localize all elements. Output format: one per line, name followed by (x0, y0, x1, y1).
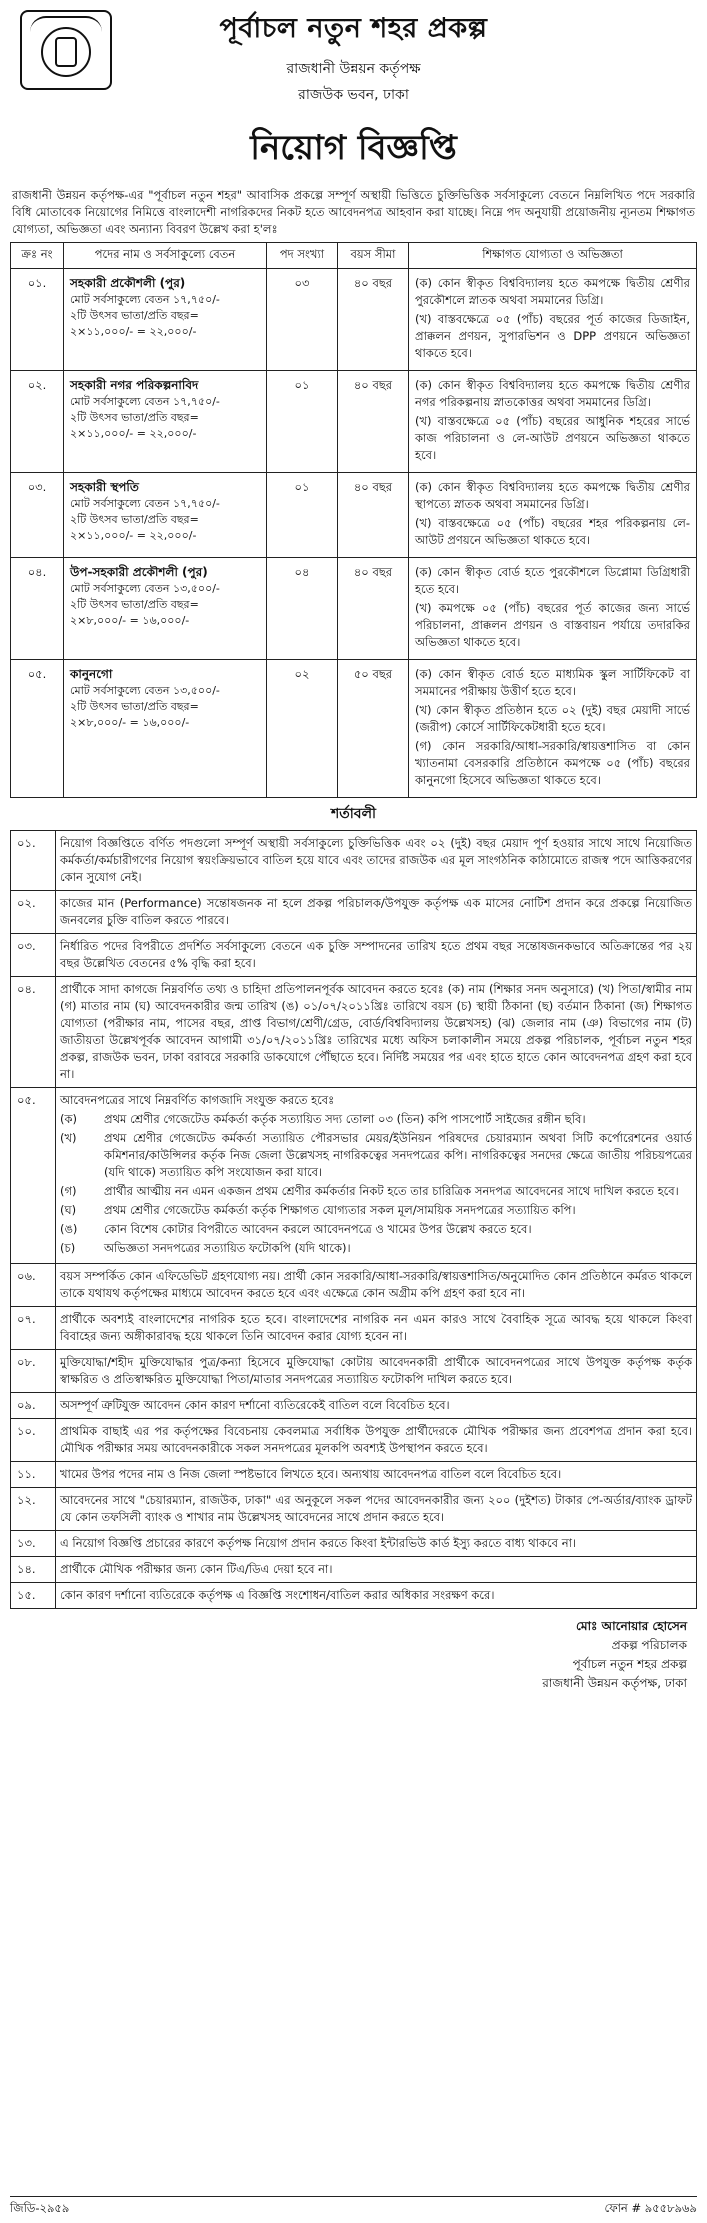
term-text-cell (56, 1557, 697, 1583)
post-count: ০২ (267, 660, 338, 798)
post-salary-festival: ২টি উৎসব ভাতা/প্রতি বছর= (70, 411, 199, 424)
post-name: সহকারী প্রকৌশলী (পুর) (70, 276, 186, 290)
term-text: আবেদনের সাথে "চেয়ারম্যান, রাজউক, ঢাকা" এর অনুকূলে সকল পদের আবেদনকারীর জন্য ২০০ (দুইশত) টাকার পে-অর্ডার/ব্যাংক ড্রাফট যে কোন তফসিলী ব্যাংক ও শাখার নাম উল্লেখসহ আবেদনের সাথে প্রদান করতে হবে। (60, 1493, 692, 1524)
project-title: পূর্বাচল নতুন শহর প্রকল্প (219, 13, 488, 44)
term-sl: ০৫. (11, 1088, 56, 1264)
post-row (11, 269, 697, 371)
qualification-item: (ক) কোন স্বীকৃত বিশ্ববিদ্যালয় হতে কমপক্ষে দ্বিতীয় শ্রেণীর স্থাপত্যে স্নাতক অথবা সমমানের ডিগ্রি। (415, 480, 690, 511)
term-text-cell (56, 1462, 697, 1488)
term-text: প্রার্থীকে অবশ্যই বাংলাদেশের নাগরিক হতে হবে। বাংলাদেশের নাগরিক নন এমন কারও সাথে বৈবাহিক সূত্রে আবদ্ধ হয়ে থাকলে কিংবা বিবাহের জন্য অঙ্গীকারাবদ্ধ হয়ে থাকলে তিনি আবেদন করার যোগ্য হবেন না। (60, 1312, 692, 1343)
term-sl: ০৬. (11, 1264, 56, 1307)
qualification-item: (খ) বাস্তবক্ষেত্রে ০৫ (পাঁচ) বছরের শহর পরিকল্পনায় লে-আউট প্রণয়নে অভিজ্ঞতা থাকতে হবে। (415, 516, 690, 547)
term-row (11, 1307, 697, 1350)
term-row (11, 1393, 697, 1419)
post-salary-total: মোট সর্বসাকুল্যে বেতন ১৭,৭৫০/- (70, 293, 220, 306)
attachment-item (60, 1221, 692, 1238)
qualification-item: (গ) কোন সরকারি/আধা-সরকারি/স্বায়ত্তশাসিত বা কোন খ্যাতনামা বেসরকারি প্রতিষ্ঠানে কমপক্ষে ০৫ (পাঁচ) বছরের কানুনগো হিসেবে অভিজ্ঞতা থাকতে হবে। (415, 739, 690, 787)
term-text: আবেদনপত্রের সাথে নিম্নবর্ণিত কাগজাদি সংযুক্ত করতে হবেঃ (60, 1093, 335, 1107)
term-text: অসম্পূর্ণ ত্রুটিযুক্ত আবেদন কোন কারণ দর্শানো ব্যতিরেকেই বাতিল বলে বিবেচিত হবে। (60, 1398, 450, 1412)
attachment-item (60, 1130, 692, 1181)
post-count: ০৪ (267, 558, 338, 660)
header-post: পদের নাম ও সর্বসাকুল্যে বেতন (64, 243, 267, 269)
qualification-item: (খ) কোন স্বীকৃত প্রতিষ্ঠান হতে ০২ (দুই) বছর মেয়াদী সার্ভে (জরীপ) কোর্সে সার্টিফিকেটধারী হতে হবে। (415, 703, 690, 734)
signature-block (10, 1617, 697, 1693)
terms-title: শর্তাবলী (330, 806, 377, 822)
gd-code: জিডি-২৯৫৯ (10, 2201, 70, 2215)
signatory-org: রাজধানী উন্নয়ন কর্তৃপক্ষ, ঢাকা (542, 1676, 687, 1690)
attachment-item (60, 1202, 692, 1219)
post-sl: ০৫. (11, 660, 64, 798)
attachment-text: প্রথম শ্রেণীর গেজেটেড কর্মকর্তা কর্তৃক শিক্ষাগত যোগ্যতার সকল মূল/সাময়িক সনদপত্রের সত্যায়িত কপি। (104, 1203, 576, 1217)
attachment-text: প্রার্থীর আত্মীয় নন এমন একজন প্রথম শ্রেণীর কর্মকর্তার নিকট হতে তার চারিত্রিক সনদপত্র আবেদনের সাথে দাখিল করতে হবে। (104, 1184, 679, 1198)
footer (10, 2196, 697, 2219)
post-name-cell (64, 269, 267, 371)
term-sl: ০৩. (11, 934, 56, 977)
term-text: কোন কারণ দর্শানো ব্যতিরেকে কর্তৃপক্ষ এ বিজ্ঞপ্তি সংশোধন/বাতিল করার অধিকার সংরক্ষণ করে। (60, 1588, 495, 1602)
term-row (11, 1583, 697, 1609)
term-row (11, 1488, 697, 1531)
post-count: ০১ (267, 371, 338, 473)
header-age: বয়স সীমা (338, 243, 409, 269)
term-text-cell (56, 977, 697, 1088)
term-text-cell (56, 1488, 697, 1531)
org-name: রাজধানী উন্নয়ন কর্তৃপক্ষ (286, 61, 421, 77)
attachment-label: (ঘ) (60, 1203, 77, 1217)
post-salary-calc: ২×১১,০০০/- = ২২,০০০/- (70, 427, 197, 440)
attachment-label: (ঙ) (60, 1222, 78, 1236)
term-sl: ১২. (11, 1488, 56, 1531)
phone-number: ফোন # ৯৫৫৮৯৬৯ (604, 2201, 697, 2215)
header (10, 6, 697, 116)
post-sl: ০৩. (11, 473, 64, 558)
intro-paragraph: রাজধানী উন্নয়ন কর্তৃপক্ষ-এর "পূর্বাচল নতুন শহর" আবাসিক প্রকল্পে সম্পূর্ণ অস্থায়ী ভিত্তিতে চুক্তিভিত্তিক সর্বসাকুল্যে বেতনে নিম্নলিখিত পদে সরকারি বিধি মোতাবেক নিয়োগের নিমিত্তে বাংলাদেশী নাগরিকদের নিকট হতে আবেদনপত্র আহবান করা যাচ্ছে। নিম্নে পদ অনুযায়ী প্রয়োজনীয় ন্যূনতম শিক্ষাগত যোগ্যতা, অভিজ্ঞতা এবং অন্যান্য বিবরণ উল্লেখ করা হ'লঃ (12, 188, 695, 236)
attachment-text: অভিজ্ঞতা সনদপত্রের সত্যায়িত ফটোকপি (যদি থাকে)। (104, 1241, 351, 1255)
term-text: এ নিয়োগ বিজ্ঞপ্তি প্রচারের কারণে কর্তৃপক্ষ নিয়োগ প্রদান করতে কিংবা ইন্টারভিউ কার্ড ইস্যু করতে বাধ্য থাকবে না। (60, 1536, 577, 1550)
term-row (11, 1462, 697, 1488)
term-text: প্রাথমিক বাছাই এর পর কর্তৃপক্ষের বিবেচনায় কেবলমাত্র সর্বাধিক উপযুক্ত প্রার্থীদেরকে মৌখিক পরীক্ষার জন্য প্রবেশপত্র প্রদান করা হবে। মৌখিক পরীক্ষার সময় আবেদনকারীকে সকল সনদপত্রের মূলকপি অবশ্যই উপস্থাপন করতে হবে। (60, 1424, 692, 1455)
post-row (11, 371, 697, 473)
post-qualification-cell (409, 660, 697, 798)
header-qual: শিক্ষাগত যোগ্যতা ও অভিজ্ঞতা (409, 243, 697, 269)
term-row (11, 1264, 697, 1307)
attachment-item (60, 1183, 692, 1200)
post-name: কানুনগো (70, 667, 113, 681)
attachment-label: (গ) (60, 1184, 77, 1198)
term-text: নিয়োগ বিজ্ঞপ্তিতে বর্ণিত পদগুলো সম্পূর্ণ অস্থায়ী সর্বসাকুল্যে চুক্তিভিত্তিক এবং ০২ (দুই) বছর মেয়াদ পূর্ণ হওয়ার সাথে সাথে নিয়োজিত কর্মকর্তা/কর্মচারীগণের নিয়োগ স্বয়ংক্রিয়ভাবে বাতিল হয়ে যাবে এবং তাদের রাজউক এর মূল সাংগঠনিক কাঠামোতে রাজস্ব পদে আত্তিকরণের কোন সুযোগ নেই। (60, 836, 692, 884)
term-row (11, 831, 697, 891)
term-sl: ১৪. (11, 1557, 56, 1583)
post-sl: ০২. (11, 371, 64, 473)
term-text: কাজের মান (Performance) সন্তোষজনক না হলে প্রকল্প পরিচালক/উপযুক্ত কর্তৃপক্ষ এক মাসের নোটিশ প্রদান করে প্রকল্পে নিয়োজিত জনবলের চুক্তি বাতিল করতে পারবে। (60, 896, 692, 927)
term-row (11, 1557, 697, 1583)
qualification-item: (খ) কমপক্ষে ০৫ (পাঁচ) বছরের পূর্ত কাজের জন্য সার্ভে পরিচালনা, প্রাক্কলন প্রণয়ন ও বাস্তবায়ন পর্যায়ে তদারকির অভিজ্ঞতা থাকতে হবে। (415, 601, 690, 649)
term-sl: ০২. (11, 891, 56, 934)
term-text-cell (56, 1088, 697, 1264)
attachments-list (60, 1111, 692, 1257)
term-text: মুক্তিযোদ্ধা/শহীদ মুক্তিযোদ্ধার পুত্র/কন্যা হিসেবে মুক্তিযোদ্ধা কোটায় আবেদনকারী প্রার্থীকে আবেদনপত্রের সাথে উপযুক্ত কর্তৃপক্ষ কর্তৃক স্বাক্ষরিত ও প্রতিস্বাক্ষরিত মুক্তিযোদ্ধা পিতা/মাতার সনদপত্রের সত্যায়িত ফটোকপি দাখিল করতে হবে। (60, 1355, 692, 1386)
header-sl: ক্রঃ নং (11, 243, 64, 269)
attachment-label: (খ) (60, 1131, 77, 1145)
notice-title: নিয়োগ বিজ্ঞপ্তি (250, 128, 457, 168)
term-sl: ১১. (11, 1462, 56, 1488)
qualification-item: (খ) বাস্তবক্ষেত্রে ০৫ (পাঁচ) বছরের পূর্ত কাজের ডিজাইন, প্রাক্কলন প্রণয়ন, সুপারভিশন ও DPP প্রণয়নে অভিজ্ঞতা থাকতে হবে। (415, 312, 690, 360)
term-sl: ০৭. (11, 1307, 56, 1350)
qualification-item: (ক) কোন স্বীকৃত বোর্ড হতে মাধ্যমিক স্কুল সার্টিফিকেট বা সমমানের পরীক্ষায় উত্তীর্ণ হতে হবে। (415, 667, 690, 698)
post-salary-total: মোট সর্বসাকুল্যে বেতন ১৭,৭৫০/- (70, 497, 220, 510)
term-row (11, 977, 697, 1088)
term-text: প্রার্থীকে মৌখিক পরীক্ষার জন্য কোন টিএ/ডিএ দেয়া হবে না। (60, 1562, 333, 1576)
post-age-limit: ৪০ বছর (338, 371, 409, 473)
term-sl: ১৫. (11, 1583, 56, 1609)
post-qualification-cell (409, 558, 697, 660)
post-row (11, 660, 697, 798)
post-salary-total: মোট সর্বসাকুল্যে বেতন ১৭,৭৫০/- (70, 395, 220, 408)
post-salary-festival: ২টি উৎসব ভাতা/প্রতি বছর= (70, 598, 199, 611)
term-sl: ০৪. (11, 977, 56, 1088)
post-salary-festival: ২টি উৎসব ভাতা/প্রতি বছর= (70, 700, 199, 713)
title-block (10, 6, 697, 107)
org-address: রাজউক ভবন, ঢাকা (298, 87, 409, 103)
post-count: ০৩ (267, 269, 338, 371)
signatory-designation: প্রকল্প পরিচালক (611, 1638, 687, 1652)
term-text-cell (56, 891, 697, 934)
term-text: খামের উপর পদের নাম ও নিজ জেলা স্পষ্টভাবে লিখতে হবে। অন্যথায় আবেদনপত্র বাতিল বলে বিবেচিত হবে। (60, 1467, 562, 1481)
posts-header-row (11, 243, 697, 269)
post-salary-total: মোট সর্বসাকুল্যে বেতন ১৩,৫০০/- (70, 582, 220, 595)
post-sl: ০১. (11, 269, 64, 371)
post-name: উপ-সহকারী প্রকৌশলী (পুর) (70, 565, 208, 579)
term-text-cell (56, 1419, 697, 1462)
signatory-name: মোঃ আনোয়ার হোসেন (576, 1619, 687, 1633)
term-row (11, 1531, 697, 1557)
term-text: প্রার্থীকে সাদা কাগজে নিম্নবর্ণিত তথ্য ও চাহিদা প্রতিপালনপূর্বক আবেদন করতে হবেঃ (ক) নাম (শিক্ষার সনদ অনুসারে) (খ) পিতা/স্বামীর নাম (গ) মাতার নাম (ঘ) আবেদনকারীর জন্ম তারিখ (ঙ) ০১/০৭/২০১১খ্রিঃ তারিখে বয়স (চ) স্থায়ী ঠিকানা (ছ) বর্তমান ঠিকানা (জ) শিক্ষাগত যোগ্যতা (পরীক্ষার নাম, পাসের বছর, প্রাপ্ত বিভাগ/শ্রেণী/গ্রেড, বোর্ড/বিশ্ববিদ্যালয় উল্লেখসহ) (ঝ) জেলার নাম (ঞ) বিভাগের নাম (ট) জাতীয়তা উল্লেখপূর্বক আবেদন আগামী ৩১/০৭/২০১১খ্রিঃ তারিখের মধ্যে অফিস চলাকালীন সময়ে প্রকল্প পরিচালক, পূর্বাচল নতুন শহর প্রকল্প, রাজউক ভবন, ঢাকা বরাবরে সরকারি ডাকযোগে পৌঁছাতে হবে। নির্দিষ্ট সময়ের পর এবং হাতে হাতে কোন আবেদনপত্র গ্রহণ করা হবে না। (60, 982, 692, 1081)
qualification-item: (খ) বাস্তবক্ষেত্রে ০৫ (পাঁচ) বছরের আধুনিক শহরের সার্ভে কাজ পরিচালনা ও লে-আউট প্রণয়নে অভিজ্ঞতা থাকতে হবে। (415, 414, 690, 462)
term-row (11, 1088, 697, 1264)
post-row (11, 558, 697, 660)
attachment-label: (চ) (60, 1241, 76, 1255)
term-sl: ১৩. (11, 1531, 56, 1557)
post-qualification-cell (409, 269, 697, 371)
post-name-cell (64, 660, 267, 798)
terms-table (10, 830, 697, 1609)
post-name-cell (64, 473, 267, 558)
post-salary-calc: ২×১১,০০০/- = ২২,০০০/- (70, 325, 197, 338)
post-salary-calc: ২×১১,০০০/- = ২২,০০০/- (70, 529, 197, 542)
attachment-text: প্রথম শ্রেণীর গেজেটেড কর্মকর্তা সত্যায়িত পৌরসভার মেয়র/ইউনিয়ন পরিষদের চেয়ারম্যান অথবা সিটি কর্পোরেশনের ওয়ার্ড কমিশনার/কাউন্সিলর কর্তৃক নিজ জেলা উল্লেখসহ নাগরিকত্বের সনদপত্রের কপি। নাগরিকত্বের সনদের ক্ষেত্রে জাতীয় পরিচয়পত্রের (যদি থাকে) সত্যায়িত কপি সংযোজন করা যাবে। (104, 1131, 692, 1179)
post-salary-calc: ২×৮,০০০/- = ১৬,০০০/- (70, 614, 190, 627)
post-qualification-cell (409, 371, 697, 473)
post-age-limit: ৪০ বছর (338, 269, 409, 371)
header-count: পদ সংখ্যা (267, 243, 338, 269)
term-row (11, 1419, 697, 1462)
post-salary-calc: ২×৮,০০০/- = ১৬,০০০/- (70, 716, 190, 729)
term-row (11, 1350, 697, 1393)
attachment-item (60, 1240, 692, 1257)
post-row (11, 473, 697, 558)
term-sl: ০৯. (11, 1393, 56, 1419)
post-salary-festival: ২টি উৎসব ভাতা/প্রতি বছর= (70, 513, 199, 526)
post-name: সহকারী স্থপতি (70, 480, 139, 494)
attachment-text: কোন বিশেষ কোটার বিপরীতে আবেদন করলে আবেদনপত্রে ও খামের উপর উল্লেখ করতে হবে। (104, 1222, 532, 1236)
qualification-item: (ক) কোন স্বীকৃত বিশ্ববিদ্যালয় হতে কমপক্ষে দ্বিতীয় শ্রেণীর পুরকৌশলে স্নাতক অথবা সমমানের ডিগ্রি। (415, 276, 690, 307)
attachment-text: প্রথম শ্রেণীর গেজেটেড কর্মকর্তা কর্তৃক সত্যায়িত সদ্য তোলা ০৩ (তিন) কপি পাসপোর্ট সাইজের রঙ্গীন ছবি। (104, 1112, 586, 1126)
posts-table (10, 242, 697, 798)
post-name: সহকারী নগর পরিকল্পনাবিদ (70, 378, 199, 392)
term-text: নির্ধারিত পদের বিপরীতে প্রদর্শিত সর্বসাকুল্যে বেতনে এক চুক্তি সম্পাদনের তারিখ হতে প্রথম বছর সন্তোষজনকভাবে অতিক্রান্তের পর ২য় বছর উল্লেখিত বেতনের ৫% বৃদ্ধি করা হবে। (60, 939, 692, 970)
post-name-cell (64, 371, 267, 473)
term-row (11, 934, 697, 977)
qualification-item: (ক) কোন স্বীকৃত বিশ্ববিদ্যালয় হতে কমপক্ষে দ্বিতীয় শ্রেণীর নগর পরিকল্পনায় স্নাতকোত্তর অথবা সমমানের ডিগ্রি। (415, 378, 690, 409)
post-age-limit: ৪০ বছর (338, 558, 409, 660)
term-text-cell (56, 934, 697, 977)
post-qualification-cell (409, 473, 697, 558)
term-row (11, 891, 697, 934)
post-age-limit: ৪০ বছর (338, 473, 409, 558)
post-count: ০১ (267, 473, 338, 558)
term-sl: ০১. (11, 831, 56, 891)
post-salary-festival: ২টি উৎসব ভাতা/প্রতি বছর= (70, 309, 199, 322)
attachment-item (60, 1111, 692, 1128)
term-text: বয়স সম্পর্কিত কোন এফিডেভিট গ্রহণযোগ্য নয়। প্রার্থী কোন সরকারি/আধা-সরকারি/স্বায়ত্তশাসিত/অনুমোদিত কোন প্রতিষ্ঠানে কর্মরত থাকলে তাকে যথাযথ কর্তৃপক্ষের মাধ্যমে আবেদন করতে হবে এবং এক্ষেত্রে কোন অগ্রীম কপি গ্রহণ করা হবে না। (60, 1269, 692, 1300)
term-text-cell (56, 1264, 697, 1307)
post-name-cell (64, 558, 267, 660)
post-sl: ০৪. (11, 558, 64, 660)
term-text-cell (56, 1350, 697, 1393)
term-text-cell (56, 831, 697, 891)
term-text-cell (56, 1583, 697, 1609)
post-age-limit: ৫০ বছর (338, 660, 409, 798)
attachment-label: (ক) (60, 1112, 78, 1126)
term-text-cell (56, 1307, 697, 1350)
post-salary-total: মোট সর্বসাকুল্যে বেতন ১৩,৫০০/- (70, 684, 220, 697)
term-text-cell (56, 1531, 697, 1557)
term-sl: ১০. (11, 1419, 56, 1462)
qualification-item: (ক) কোন স্বীকৃত বোর্ড হতে পুরকৌশলে ডিপ্লোমা ডিগ্রিধারী হতে হবে। (415, 565, 690, 596)
term-sl: ০৮. (11, 1350, 56, 1393)
term-text-cell (56, 1393, 697, 1419)
signatory-project: পূর্বাচল নতুন শহর প্রকল্প (572, 1657, 687, 1671)
